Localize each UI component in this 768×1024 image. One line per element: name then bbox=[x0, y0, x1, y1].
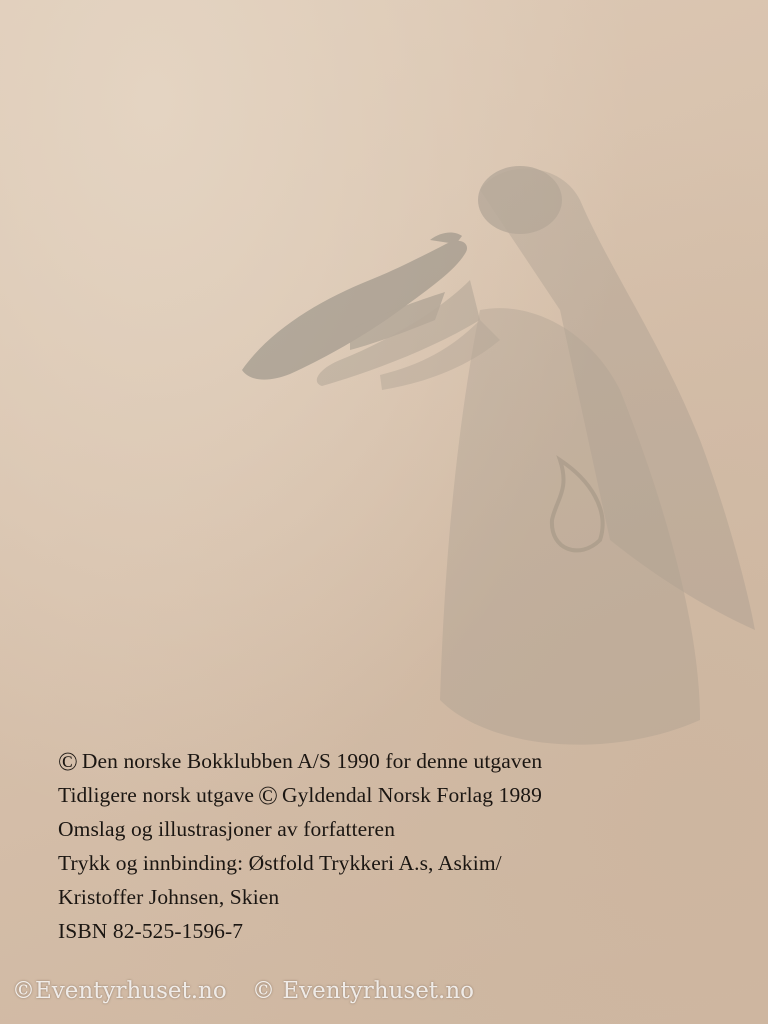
previous-edition-publisher: Gyldendal Norsk Forlag 1989 bbox=[281, 783, 543, 807]
copyright-symbol-inline: © bbox=[258, 781, 278, 810]
copyright-bokklubben-text: Den norske Bokklubben A/S 1990 for denne utgaven bbox=[81, 749, 543, 773]
imprint-line-copyright bbox=[58, 744, 738, 778]
faded-illustration-show-through bbox=[230, 160, 760, 760]
imprint-line-isbn: ISBN 82-525-1596-7 bbox=[58, 919, 244, 943]
imprint-line-printer-location: Kristoffer Johnsen, Skien bbox=[58, 885, 280, 909]
imprint-line-printing: Trykk og innbinding: Østfold Trykkeri A.s, Askim/ bbox=[58, 851, 502, 875]
imprint-line-cover-credit: Omslag og illustrasjoner av forfatteren bbox=[58, 817, 396, 841]
copyright-symbol: © bbox=[58, 747, 78, 776]
imprint-line-previous-edition bbox=[58, 778, 738, 812]
previous-edition-label: Tidligere norsk utgave bbox=[58, 783, 255, 807]
watermark bbox=[12, 978, 752, 1004]
watermark-left: ©Eventyrhuset.no bbox=[12, 978, 227, 1004]
watermark-right: © Eventyrhuset.no bbox=[252, 978, 475, 1004]
figure-shape bbox=[317, 166, 755, 745]
copyright-imprint bbox=[58, 744, 738, 948]
